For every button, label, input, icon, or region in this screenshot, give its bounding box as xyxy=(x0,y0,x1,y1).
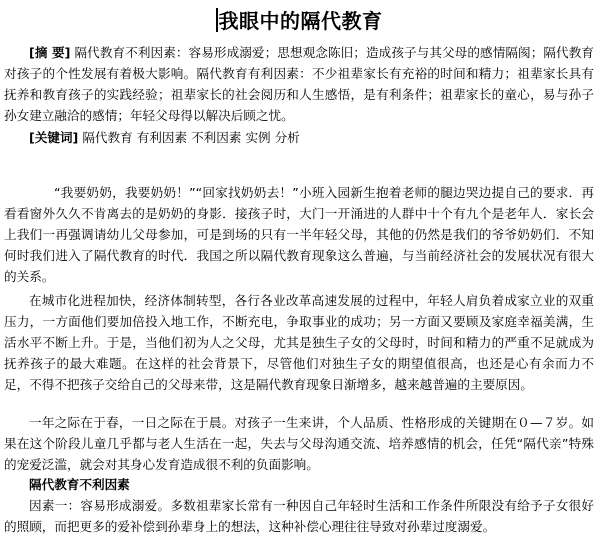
keywords-line xyxy=(29,127,589,148)
abstract-paragraph xyxy=(4,42,594,126)
keywords-text: 隔代教育 有利因素 不利因素 实例 分析 xyxy=(82,130,300,145)
text-cursor xyxy=(216,8,218,32)
abstract-text: 隔代教育不利因素：容易形成溺爱；思想观念陈旧；造成孩子与其父母的感情隔阂；隔代教育对孩子的个性发展有着极大影响。隔代教育有利因素：不少祖辈家长有充裕的时间和精力；祖辈家长具有抚养和教育孩子的实践经验；祖辈家长的社会阅历和人生感悟，是有利条件；祖辈家长的童心，易与孙子孙女建立融洽的感情；年轻父母得以解决后顾之忧。 xyxy=(4,45,594,123)
body-paragraph-3: 一年之际在于春，一日之际在于晨。对孩子一生来讲，个人品质、性格形成的关键期在０—７岁。如果在这个阶段儿童几乎都与老人生活在一起，失去与父母沟通交流、培养感情的机会，任凭“隔代亲”特殊的宠爱泛滥，就会对其身心发育造成很不利的负面影响。 xyxy=(4,415,594,472)
body-paragraph-2: 在城市化进程加快，经济体制转型，各行各业改革高速发展的过程中，年轻人肩负着成家立业的双重压力，一方面他们要加倍投入地工作，不断充电，争取事业的成功；另一方面又要顾及家庭幸福美满，生活水平不断上升。于是，当他们初为人之父母，尤其是独生子女的父母时，时间和精力的严重不足就成为抚养孩子的最大难题。在这样的社会背景下，尽管他们对独生子女的期望值很高，也还是心有余而力不足，不得不把孩子交给自己的父母来带，这是隔代教育现象日渐增多，越来越普遍的主要原因。 xyxy=(4,293,594,392)
section-heading: 隔代教育不利因素 xyxy=(29,477,130,492)
abstract-label: [摘 要] xyxy=(29,45,71,60)
body-paragraph-4: 因素一：容易形成溺爱。多数祖辈家长常有一种因自己年轻时生活和工作条件所限没有给予子女很好的照顾，而把更多的爱补偿到孙辈身上的想法，这种补偿心理往往导致对孙辈过度溺爱。 xyxy=(4,498,594,534)
body-paragraph-1: “我要奶奶，我要奶奶！”“回家找奶奶去！”小班入园新生抱着老师的腿边哭边提自己的要求．再看看窗外久久不肯离去的是奶奶的身影．接孩子时，大门一开涌进的人群中十个有九个是老年人．家长会上我们一再强调请幼儿父母参加，可是到场的只有一半年轻父母，其他的仍然是我们的爷爷奶奶们．不知何时我们进入了隔代教育的时代．我国之所以隔代教育现象这么普遍，与当前经济社会的发展状况有很大的关系。 xyxy=(4,185,594,284)
document-title: 我眼中的隔代教育 xyxy=(218,9,383,33)
keywords-label: [关键词] xyxy=(29,130,79,145)
title-row xyxy=(0,8,598,36)
